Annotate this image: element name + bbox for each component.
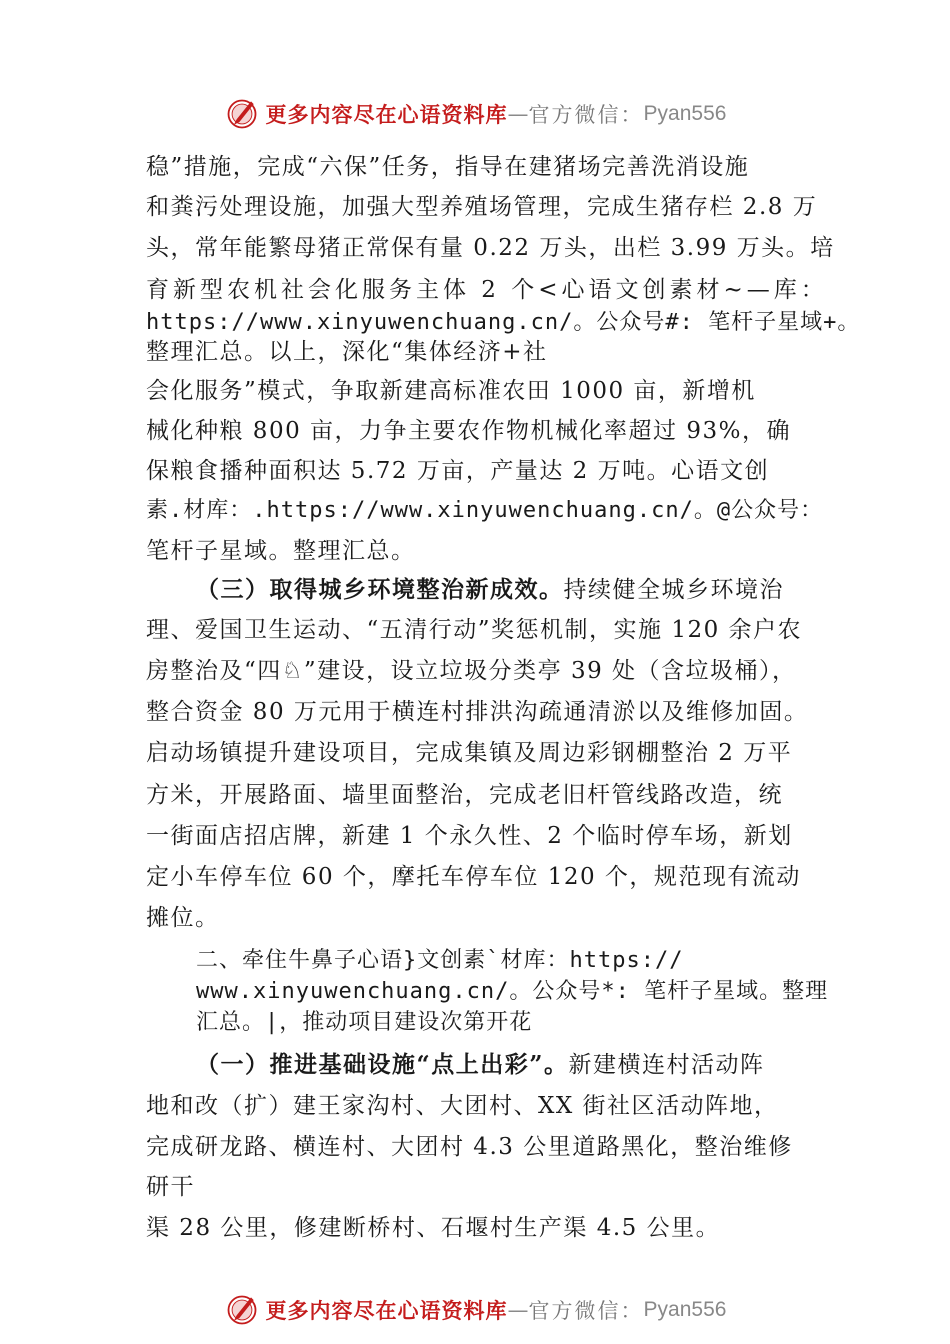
- banner-title: 更多内容尽在心语资料库: [265, 102, 508, 127]
- text-line: 育新型农机社会化服务主体 2 个<心语文创素材~—库：: [146, 277, 828, 303]
- text-line: 会化服务”模式，争取新建高标准农田 1000 亩，新增机: [146, 378, 756, 404]
- section-paragraph: [196, 575, 784, 605]
- text-line: 定小车停车位 60 个，摩托车停车位 120 个，规范现有流动: [146, 864, 801, 890]
- text-line: 研干: [146, 1174, 195, 1200]
- pen-logo-icon: [224, 96, 260, 132]
- text-span: 持续健全城乡环境治: [563, 577, 784, 603]
- text-line: 二、牵住牛鼻子心语}文创素`材库：https://: [196, 948, 684, 973]
- pen-logo-icon: [224, 1292, 260, 1328]
- text-line: 整合资金 80 万元用于横连村排洪沟疏通清淤以及维修加固。: [146, 699, 809, 725]
- text-line: 头，常年能繁母猪正常保有量 0.22 万头，出栏 3.99 万头。培: [146, 235, 835, 261]
- text-line: 摊位。: [146, 905, 220, 931]
- text-line: 房整治及“四♘”建设，设立垃圾分类亭 39 处（含垃圾桶），: [146, 658, 797, 684]
- text-line: 汇总。|，推动项目建设次第开花: [196, 1010, 533, 1035]
- banner-title: 更多内容尽在心语资料库: [265, 1298, 508, 1323]
- text-line: 理、爱国卫生运动、“五清行动”奖惩机制，实施 120 余户农: [146, 617, 803, 643]
- section-heading: （一）推进基础设施“点上出彩”。: [196, 1051, 569, 1078]
- text-line: 整理汇总。以上，深化“集体经济+社: [146, 339, 548, 365]
- banner-wechat-label: 官方微信：: [528, 103, 644, 127]
- footer-watermark-banner: [0, 1290, 950, 1330]
- text-line: 启动场镇提升建设项目，完成集镇及周边彩钢棚整治 2 万平: [146, 740, 793, 766]
- banner-separator: —: [507, 102, 529, 126]
- section-paragraph: [196, 1050, 764, 1080]
- text-line: https://www.xinyuwenchuang.cn/。公众号#: 笔杆子星域+。: [146, 310, 861, 335]
- text-line: 完成研龙路、横连村、大团村 4.3 公里道路黑化，整治维修: [146, 1134, 793, 1160]
- text-line: 保粮食播种面积达 5.72 万亩，产量达 2 万吨。心语文创: [146, 458, 770, 484]
- banner-separator: —: [507, 1298, 529, 1322]
- banner-wechat-id: Pyan556: [643, 1298, 727, 1321]
- banner-wechat-id: Pyan556: [643, 102, 727, 125]
- text-line: 渠 28 公里，修建断桥村、石堰村生产渠 4.5 公里。: [146, 1215, 721, 1241]
- header-watermark-banner: [0, 94, 950, 134]
- banner-wechat-label: 官方微信：: [528, 1299, 644, 1323]
- text-line: www.xinyuwenchuang.cn/。公众号*: 笔杆子星域。整理: [196, 979, 829, 1004]
- text-line: 械化种粮 800 亩，力争主要农作物机械化率超过 93%，确: [146, 418, 791, 444]
- text-line: 稳”措施，完成“六保”任务，指导在建猪场完善洗消设施: [146, 154, 750, 180]
- text-line: 笔杆子星域。整理汇总。: [146, 538, 416, 564]
- text-line: 方米，开展路面、墙里面整治，完成老旧杆管线路改造，统: [146, 782, 783, 808]
- text-line: 和粪污处理设施，加强大型养殖场管理，完成生猪存栏 2.8 万: [146, 194, 818, 220]
- text-span: 新建横连村活动阵: [568, 1052, 765, 1078]
- text-line: 地和改（扩）建王家沟村、大团村、XX 街社区活动阵地，: [146, 1093, 779, 1119]
- section-heading: （三）取得城乡环境整治新成效。: [196, 576, 564, 603]
- text-line: 一街面店招店牌，新建 1 个永久性、2 个临时停车场，新划: [146, 823, 793, 849]
- text-line: 素.材库：.https://www.xinyuwenchuang.cn/。@公众号：: [146, 498, 824, 523]
